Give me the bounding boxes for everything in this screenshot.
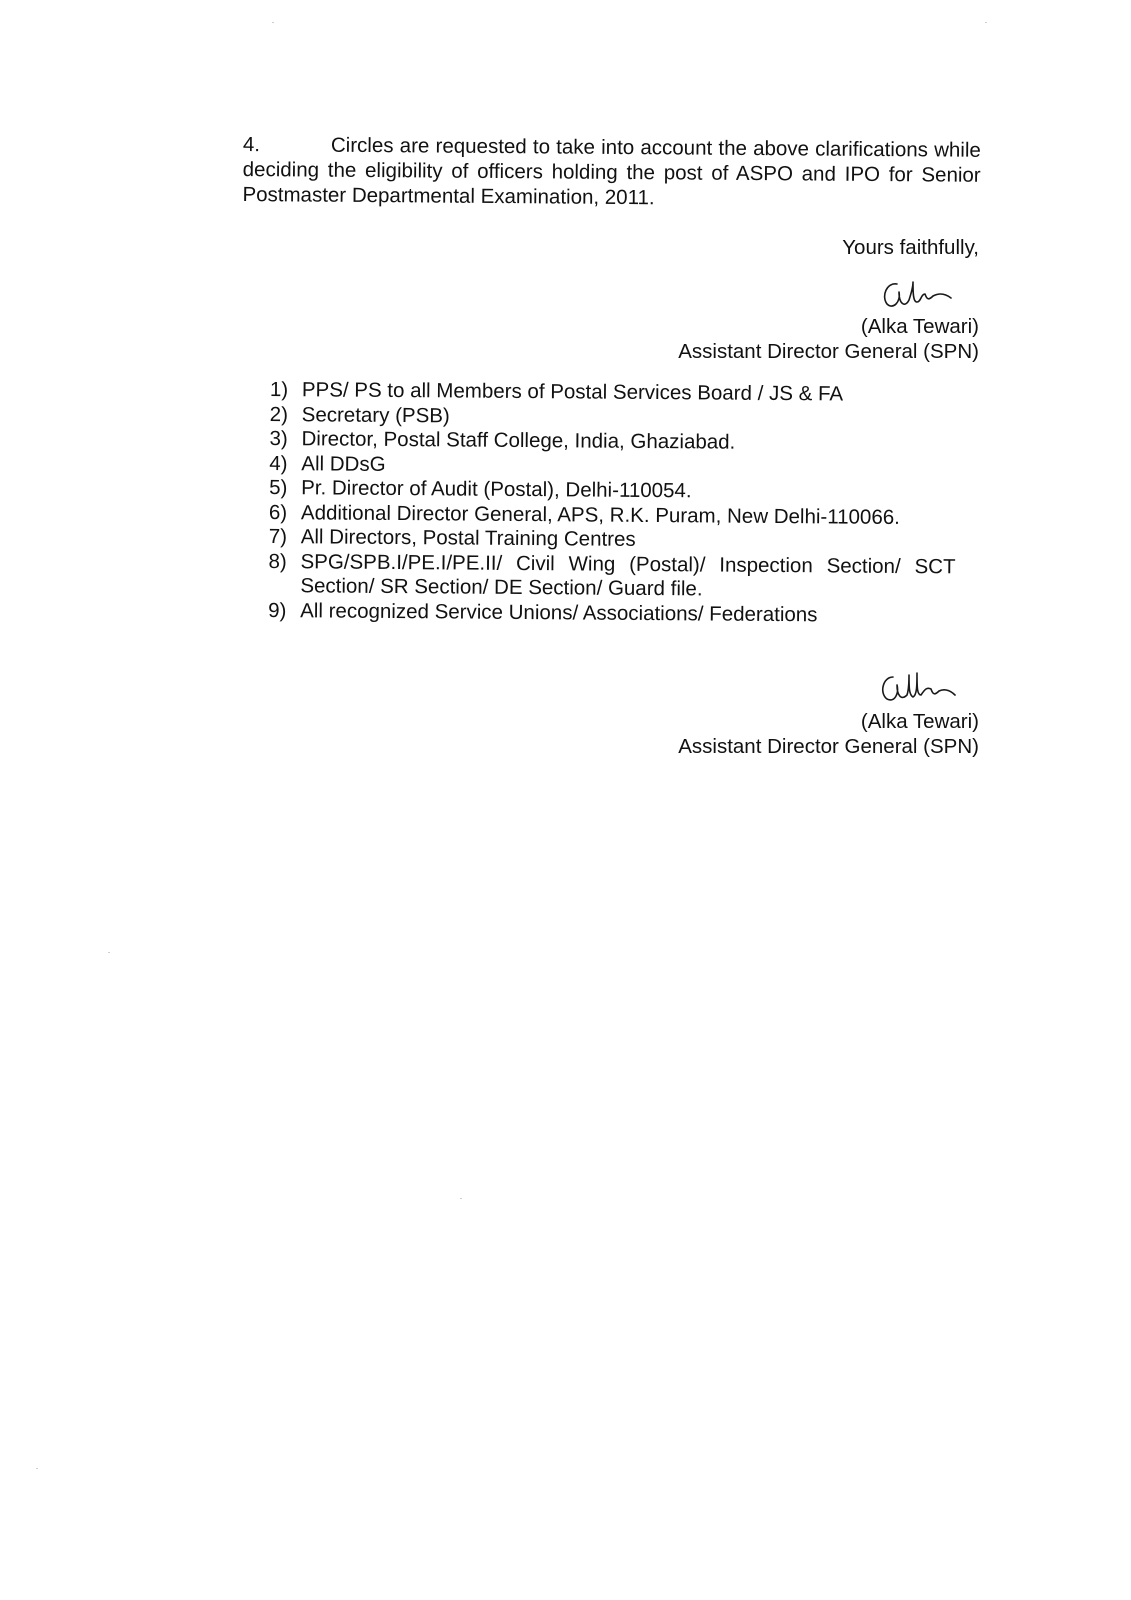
signatory-name: (Alka Tewari) [860,315,979,338]
paragraph-text: Circles are requested to take into account the above clarifications while deciding the eligibility of officers holding the post of ASPO and IPO for Senior Postmaster Departmental Examination, 2011. [242,133,981,210]
list-item: 5) Pr. Director of Audit (Postal), Delhi-110054. [269,475,692,503]
closing-salutation: Yours faithfully, [842,236,979,259]
list-item: 9) All recognized Service Unions/ Associations/ Federations [268,598,818,626]
signatory-designation: Assistant Director General (SPN) [678,735,979,758]
handwritten-signature-icon [678,665,979,709]
copy-to-list [268,378,990,629]
paragraph-number: 4. [242,132,261,157]
list-item: 1) PPS/ PS to all Members of Postal Services Board / JS & FA [269,378,844,406]
scan-speck [108,952,110,953]
list-item: 3) Director, Postal Staff College, India, Ghaziabad. [269,426,736,454]
scan-speck [985,22,987,23]
signatory-name: (Alka Tewari) [860,710,979,733]
scan-speck [460,1198,462,1199]
handwritten-signature-icon [678,270,979,314]
list-item: 6) Additional Director General, APS, R.K. Puram, New Delhi-110066. [268,500,900,529]
body-paragraph [242,132,981,213]
signature-block-2 [678,665,979,759]
scan-speck [36,1468,38,1469]
signatory-designation: Assistant Director General (SPN) [678,340,979,363]
list-item: 2) Secretary (PSB) [269,402,450,427]
list-item: 8) SPG/SPB.I/PE.I/PE.II/ Civil Wing (Postal)/ Inspection Section/ SCT Section/ SR Section/ DE Section/ Guard file. [268,549,956,601]
scan-speck [272,22,274,23]
list-item: 4) All DDsG [269,451,386,476]
signature-block [678,270,979,364]
list-item: 7) All Directors, Postal Training Centres [268,524,636,551]
